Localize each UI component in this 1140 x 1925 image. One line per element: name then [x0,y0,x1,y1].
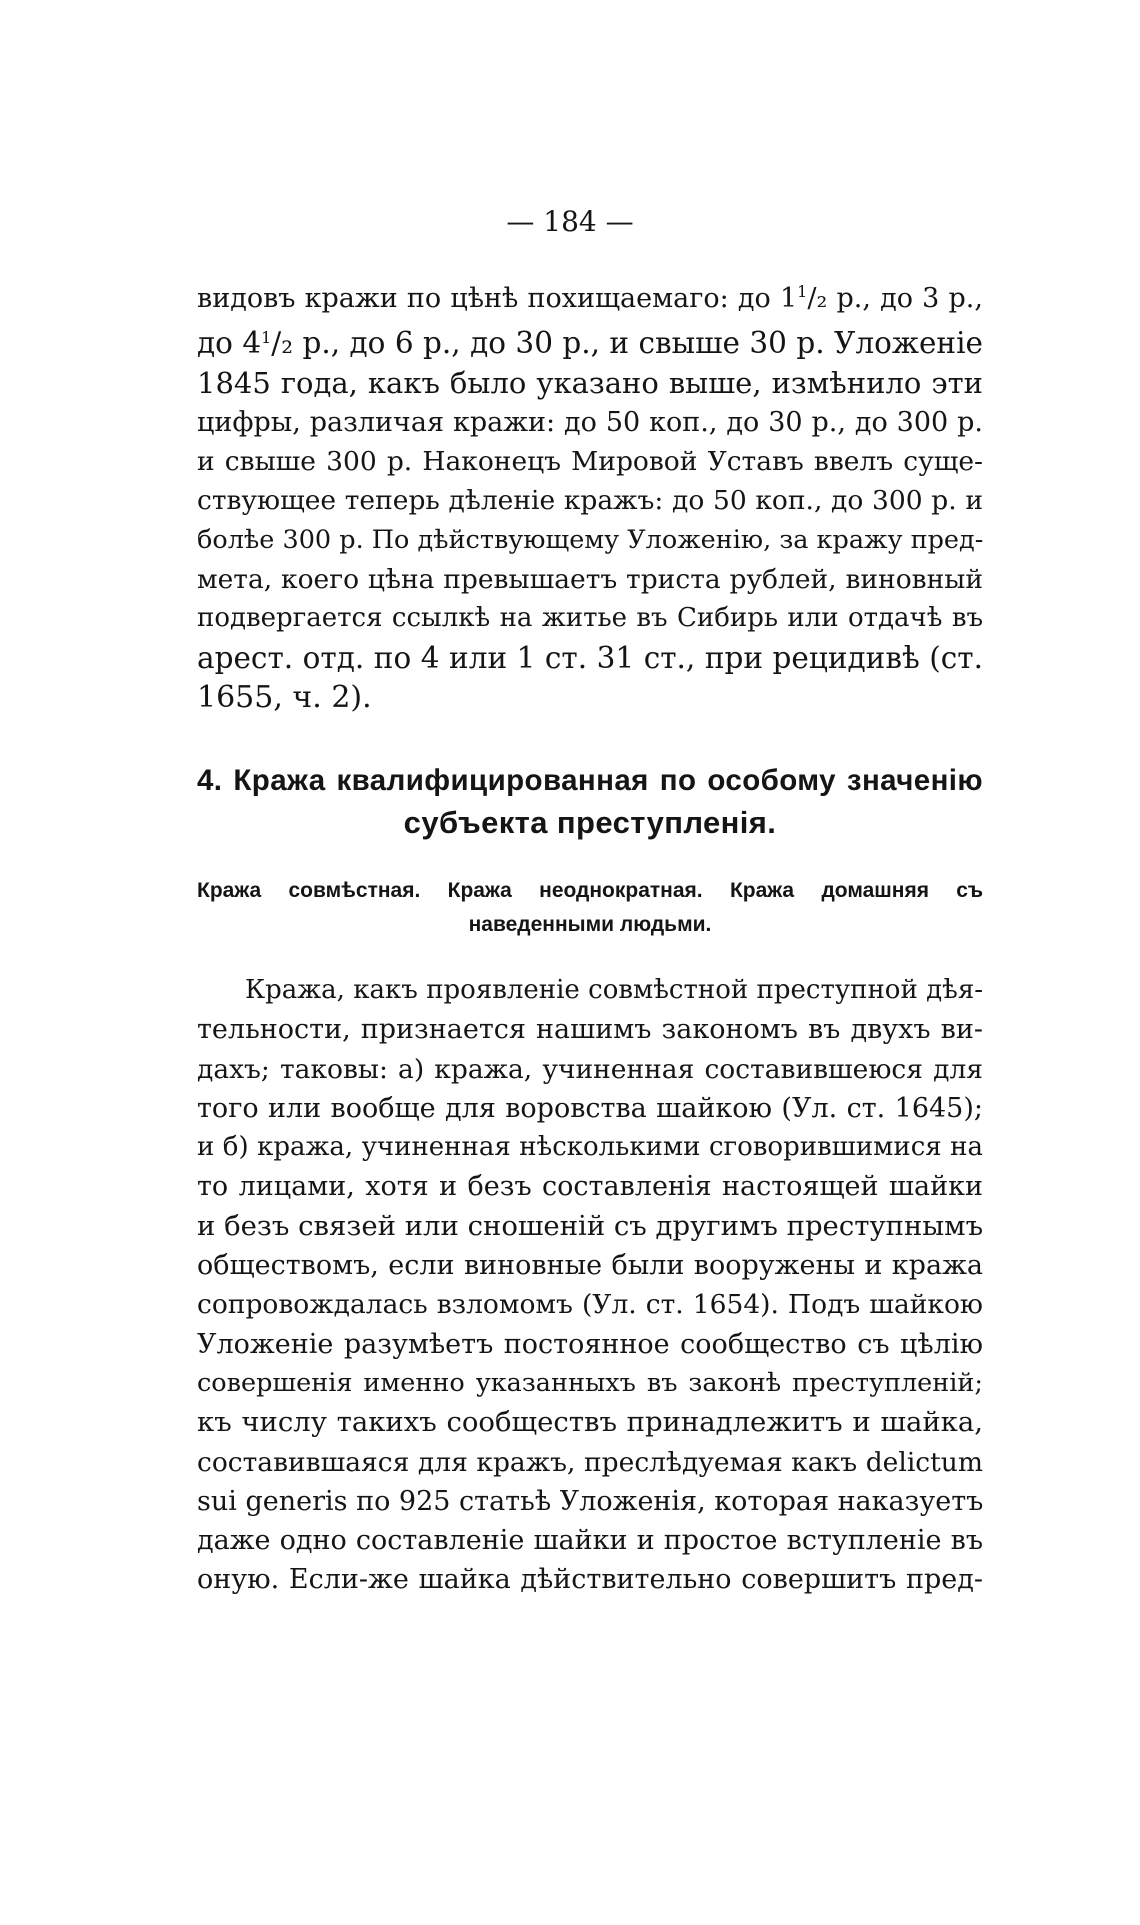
section-subheading [197,874,983,942]
paragraph-line: сопровождалась взломомъ (Ул. ст. 1654). Подъ шайкою [197,1289,983,1321]
paragraph-line: того или вообще для воровства шайкою (Ул. ст. 1645); [197,1092,983,1124]
paragraph-line: тельности, признается нашимъ закономъ въ двухъ ви- [197,1014,983,1046]
section-heading [197,760,983,844]
paragraph-line: Уложеніе разумѣетъ постоянное сообщество съ цѣлію [197,1328,983,1360]
paragraph-theft-value-grades [197,272,983,717]
paragraph-line: 1845 года, какъ было указано выше, измѣнило эти [197,365,983,400]
paragraph-line: видовъ кражи по цѣнѣ похищаемаго: до $1^1/_2$ р., до 3 р., [197,282,983,314]
paragraph-line: къ числу такихъ сообществъ принадлежитъ и шайка, [197,1406,983,1439]
paragraph-line: то лицами, хотя и безъ составленія настоящей шайки [197,1171,983,1203]
paragraph-line: оную. Если-же шайка дѣйствительно совершитъ пред- [197,1564,983,1596]
paragraph-line: Кража, какъ проявленіе совмѣстной преступной дѣя- [245,975,983,1005]
paragraph-line: до $4^1/_2$ р., до 6 р., до 30 р., и свыше 30 р. Уложеніе [197,326,983,361]
paragraph-line: sui generis по 925 статьѣ Уложенія, которая наказуетъ [197,1485,984,1517]
paragraph-line: ствующее теперь дѣленіе кражъ: до 50 коп., до 300 р. и [197,485,983,517]
paragraph-line: дахъ; таковы: а) кража, учиненная составившеюся для [197,1053,983,1085]
section-subheading-line: Кража совмѣстная. Кража неоднократная. Кража домашняя съ [197,879,983,902]
paragraph-line: мета, коего цѣна превышаетъ триста рублей, виновный [197,564,983,596]
paragraph-line: совершенія именно указанныхъ въ законѣ преступленій; [197,1367,983,1398]
paragraph-line: составившаяся для кражъ, преслѣдуемая какъ delictum [197,1446,983,1478]
paragraph-line: и безъ связей или сношеній съ другимъ преступнымъ [197,1209,984,1242]
paragraph-line: и свыше 300 р. Наконецъ Мировой Уставъ ввелъ суще- [197,446,983,478]
paragraph-line: даже одно составленіе шайки и простое вступленіе въ [197,1525,983,1557]
section-heading-line: 4. Кража квалифицированная по особому значенію [197,764,983,797]
page-number: — 184 — [506,205,634,238]
paragraph-line: болѣе 300 р. По дѣйствующему Уложенію, за кражу пред- [197,524,984,555]
paragraph-line: обществомъ, если виновные были вооружены и кража [197,1250,983,1282]
paragraph-joint-theft [197,971,983,1600]
paragraph-line: подвергается ссылкѣ на житье въ Сибирь или отдачѣ въ [197,603,983,634]
paragraph-line: и б) кража, учиненная нѣсколькими сговорившимися на [197,1132,983,1163]
paragraph-line: арест. отд. по 4 или 1 ст. 31 ст., при рецидивѣ (ст. [197,640,983,675]
section-heading-line: субъекта преступленія. [403,805,777,840]
paragraph-line: цифры, различая кражи: до 50 коп., до 30 р., до 300 р. [197,406,983,438]
section-subheading-line: наведенными людьми. [468,913,712,936]
paragraph-line: 1655, ч. 2). [197,679,372,715]
